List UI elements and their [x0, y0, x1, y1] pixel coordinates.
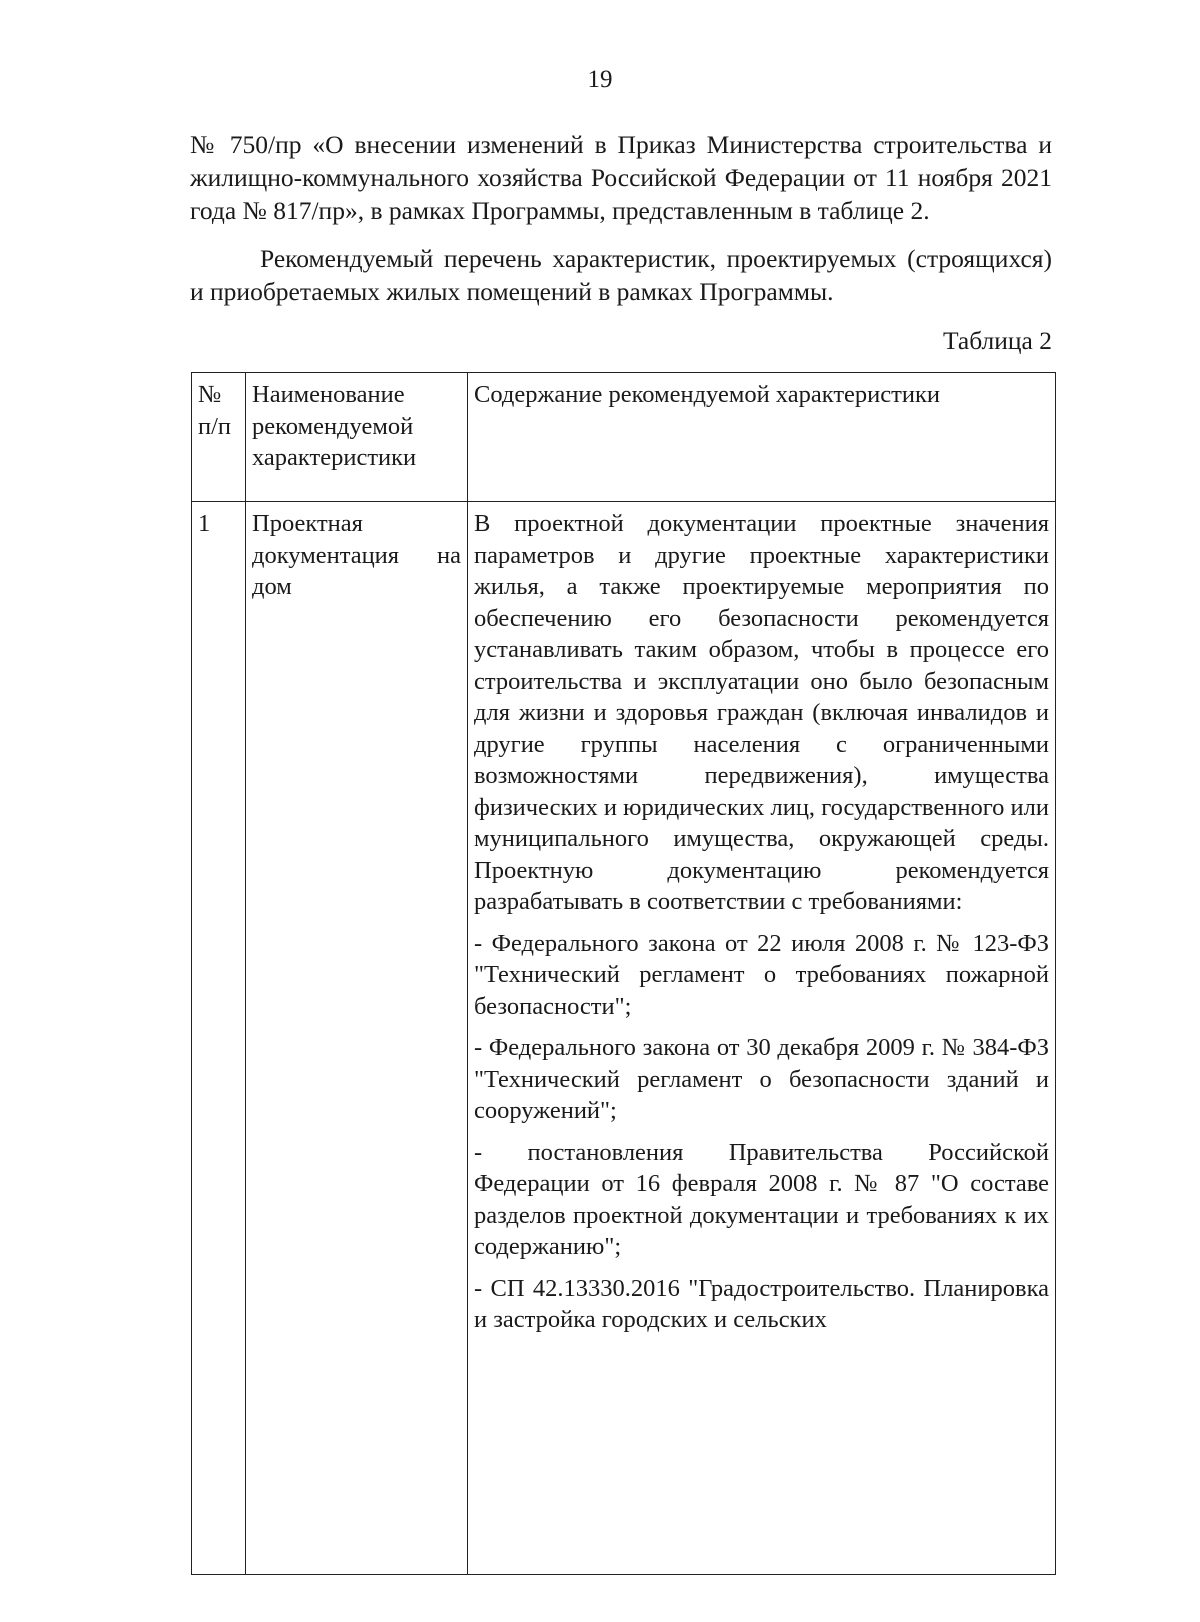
header-content: Содержание рекомендуемой характеристики	[468, 373, 1056, 502]
table-description-paragraph: Рекомендуемый перечень характеристик, проектируемых (строящихся) и приобретаемых жилых помещений в рамках Программы.	[190, 244, 1052, 306]
table-header-row	[192, 373, 1056, 502]
content-paragraph: В проектной документации проектные значения параметров и другие проектные характеристики жилья, а также проектируемые мероприятия по обеспечению его безопасности рекомендуется устанавливать таким образом, чтобы в процессе его строительства и эксплуатации оно было безопасным для жизни и здоровья граждан (включая инвалидов и другие группы населения с ограниченными возможностями передвижения), имущества физических и юридических лиц, государственного или муниципального имущества, окружающей среды. Проектную документацию рекомендуется разрабатывать в соответствии с требованиями:	[474, 510, 1049, 915]
row-name: Проектная документация на дом	[246, 502, 468, 1575]
intro-paragraph: № 750/пр «О внесении изменений в Приказ Министерства строительства и жилищно-коммунального хозяйства Российской Федерации от 11 ноября 2021 года № 817/пр», в рамках Программы, представленным в таблице 2.	[190, 130, 1052, 225]
characteristics-table	[191, 372, 1056, 1575]
page-number: 19	[587, 66, 613, 93]
header-number: № п/п	[192, 373, 246, 502]
content-paragraph: - постановления Правительства Российской Федерации от 16 февраля 2008 г. № 87 "О составе разделов проектной документации и требованиях к их содержанию";	[474, 1138, 1049, 1260]
table-row	[192, 502, 1056, 1575]
table-caption: Таблица 2	[942, 326, 1052, 355]
content-paragraph: - Федерального закона от 30 декабря 2009 г. № 384-ФЗ "Технический регламент о безопасности зданий и сооружений";	[474, 1034, 1049, 1124]
row-number: 1	[192, 502, 246, 1575]
header-name: Наименование рекомендуемой характеристики	[246, 373, 468, 502]
content-paragraph: - Федерального закона от 22 июля 2008 г. № 123-ФЗ "Технический регламент о требованиях пожарной безопасности";	[474, 929, 1049, 1020]
content-paragraph: - СП 42.13330.2016 "Градостроительство. Планировка и застройка городских и сельских	[474, 1274, 1049, 1333]
row-content	[468, 502, 1056, 1575]
